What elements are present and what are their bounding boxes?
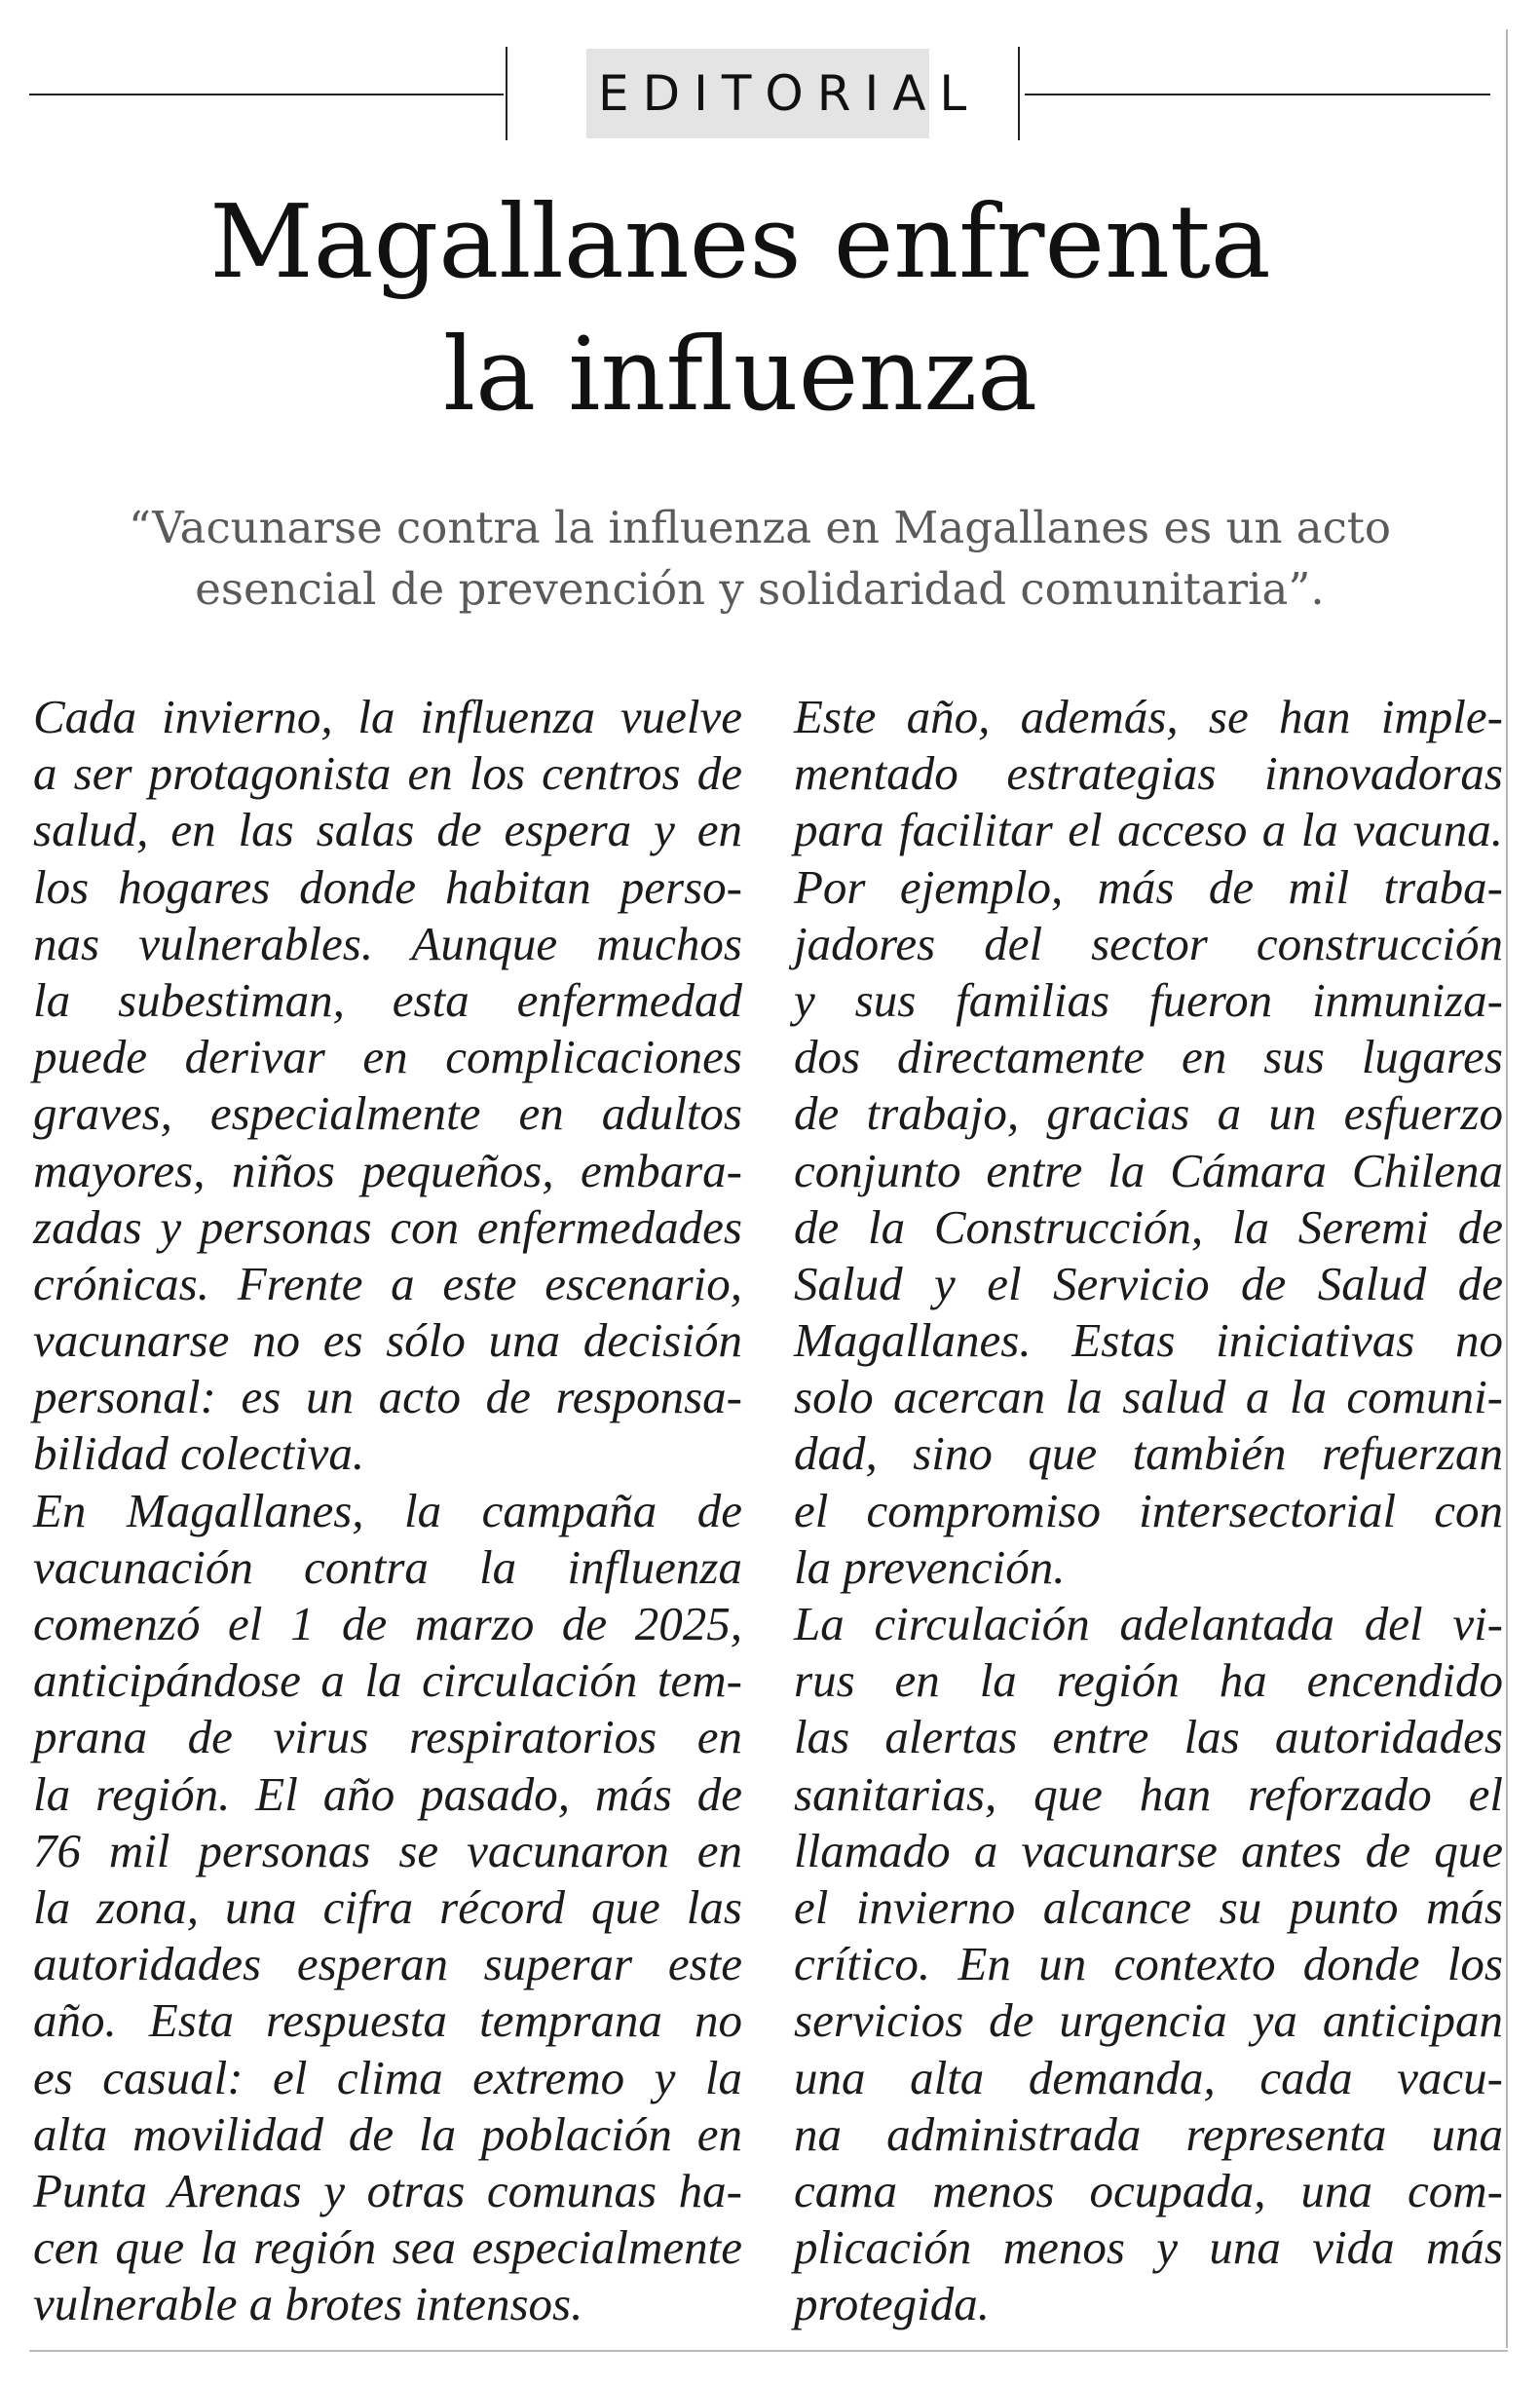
- body-text-line: puede derivar en complicaciones: [33, 1030, 742, 1084]
- body-text-line: a ser protagonista en los centros de: [33, 746, 742, 801]
- body-text-line: llamado a vacunarse antes de que: [794, 1823, 1503, 1877]
- body-text-line: protegida.: [794, 2277, 990, 2331]
- body-text-line: sanitarias, que han reforzado el: [794, 1766, 1503, 1821]
- body-text-line: Magallanes. Estas iniciativas no: [794, 1313, 1503, 1368]
- body-text-line: vacunación contra la influenza: [33, 1539, 742, 1594]
- body-text-line: para facilitar el acceso a la vacuna.: [794, 803, 1503, 857]
- body-text-line: En Magallanes, la campaña de: [33, 1483, 742, 1537]
- footer-rule: [29, 2350, 1508, 2352]
- body-text-line: alta movilidad de la población en: [33, 2106, 742, 2161]
- page-frame-right: [1506, 29, 1508, 2348]
- body-text-line: rus en la región ha encendido: [794, 1653, 1503, 1708]
- body-text-line: dos directamente en sus lugares: [794, 1030, 1503, 1084]
- body-column-left: [33, 689, 742, 2332]
- body-text-line: anticipándose a la circulación tem-: [33, 1653, 742, 1708]
- body-text-line: graves, especialmente en adultos: [33, 1086, 742, 1141]
- headline: [78, 175, 1403, 440]
- body-text-line: cama menos ocupada, una com-: [794, 2163, 1503, 2217]
- body-text-line: mayores, niños pequeños, embara-: [33, 1143, 742, 1197]
- body-text-line: autoridades esperan superar este: [33, 1937, 742, 1991]
- header-rule-left: [29, 94, 504, 95]
- body-text-line: la zona, una cifra récord que las: [33, 1879, 742, 1934]
- body-text-line: de la Construcción, la Seremi de: [794, 1199, 1503, 1254]
- body-text-line: de trabajo, gracias a un esfuerzo: [794, 1086, 1503, 1141]
- body-text-line: año. Esta respuesta temprana no: [33, 1993, 742, 2048]
- body-text-line: dad, sino que también refuerzan: [794, 1426, 1503, 1481]
- body-text-line: y sus familias fueron inmuniza-: [794, 972, 1503, 1027]
- headline-line: la influenza: [442, 315, 1038, 434]
- header-rule-right: [1025, 94, 1490, 95]
- body-text-line: el invierno alcance su punto más: [794, 1879, 1503, 1934]
- body-text-line: zadas y personas con enfermedades: [33, 1199, 742, 1254]
- header-tick-left: [506, 47, 507, 140]
- body-text-line: la región. El año pasado, más de: [33, 1766, 742, 1821]
- pull-quote-line: “Vacunarse contra la influenza en Magallanes es un acto: [129, 502, 1391, 553]
- body-text-line: Por ejemplo, más de mil traba-: [794, 859, 1503, 914]
- body-text-line: conjunto entre la Cámara Chilena: [794, 1143, 1503, 1197]
- body-text-line: jadores del sector construcción: [794, 916, 1503, 970]
- body-text-line: crítico. En un contexto donde los: [794, 1937, 1503, 1991]
- body-text-line: nas vulnerables. Aunque muchos: [33, 916, 742, 970]
- body-text-line: mentado estrategias innovadoras: [794, 746, 1503, 801]
- body-text-line: plicación menos y una vida más: [794, 2220, 1503, 2275]
- body-text-line: prana de virus respiratorios en: [33, 1710, 742, 1764]
- body-text-line: solo acercan la salud a la comuni-: [794, 1370, 1503, 1424]
- body-text-line: Cada invierno, la influenza vuelve: [33, 690, 742, 743]
- body-text-line: Este año, además, se han imple-: [794, 690, 1503, 743]
- body-text-line: Punta Arenas y otras comunas ha-: [33, 2163, 742, 2217]
- body-text-line: los hogares donde habitan perso-: [33, 859, 742, 914]
- body-text-line: la subestiman, esta enfermedad: [33, 972, 742, 1027]
- body-text-line: servicios de urgencia ya anticipan: [794, 1993, 1503, 2048]
- body-text-line: la prevención.: [794, 1539, 1066, 1594]
- pull-quote: [39, 497, 1481, 620]
- body-text-line: comenzó el 1 de marzo de 2025,: [33, 1597, 742, 1650]
- body-text-line: crónicas. Frente a este escenario,: [33, 1256, 742, 1310]
- body-text-line: na administrada representa una: [794, 2106, 1503, 2161]
- headline-line: Magallanes enfrenta: [209, 182, 1271, 301]
- body-text-line: vacunarse no es sólo una decisión: [33, 1313, 742, 1368]
- body-text-line: personal: es un acto de responsa-: [33, 1370, 742, 1424]
- body-text-line: La circulación adelantada del vi-: [794, 1597, 1503, 1650]
- body-text-line: 76 mil personas se vacunaron en: [33, 1823, 742, 1877]
- pull-quote-line: esencial de prevención y solidaridad comunitaria”.: [195, 563, 1325, 615]
- body-text-line: una alta demanda, cada vacu-: [794, 2050, 1503, 2104]
- body-text-line: las alertas entre las autoridades: [794, 1710, 1503, 1764]
- body-text-line: Salud y el Servicio de Salud de: [794, 1256, 1503, 1310]
- body-text-line: vulnerable a brotes intensos.: [33, 2277, 583, 2331]
- body-column-right: [794, 689, 1503, 2332]
- header-tick-right: [1018, 47, 1020, 140]
- body-text-line: salud, en las salas de espera y en: [33, 803, 742, 857]
- body-text-line: es casual: el clima extremo y la: [33, 2050, 742, 2104]
- section-label: EDITORIAL: [586, 49, 929, 138]
- body-text-line: bilidad colectiva.: [33, 1426, 365, 1481]
- body-text-line: cen que la región sea especialmente: [33, 2220, 742, 2275]
- body-text-line: el compromiso intersectorial con: [794, 1483, 1503, 1537]
